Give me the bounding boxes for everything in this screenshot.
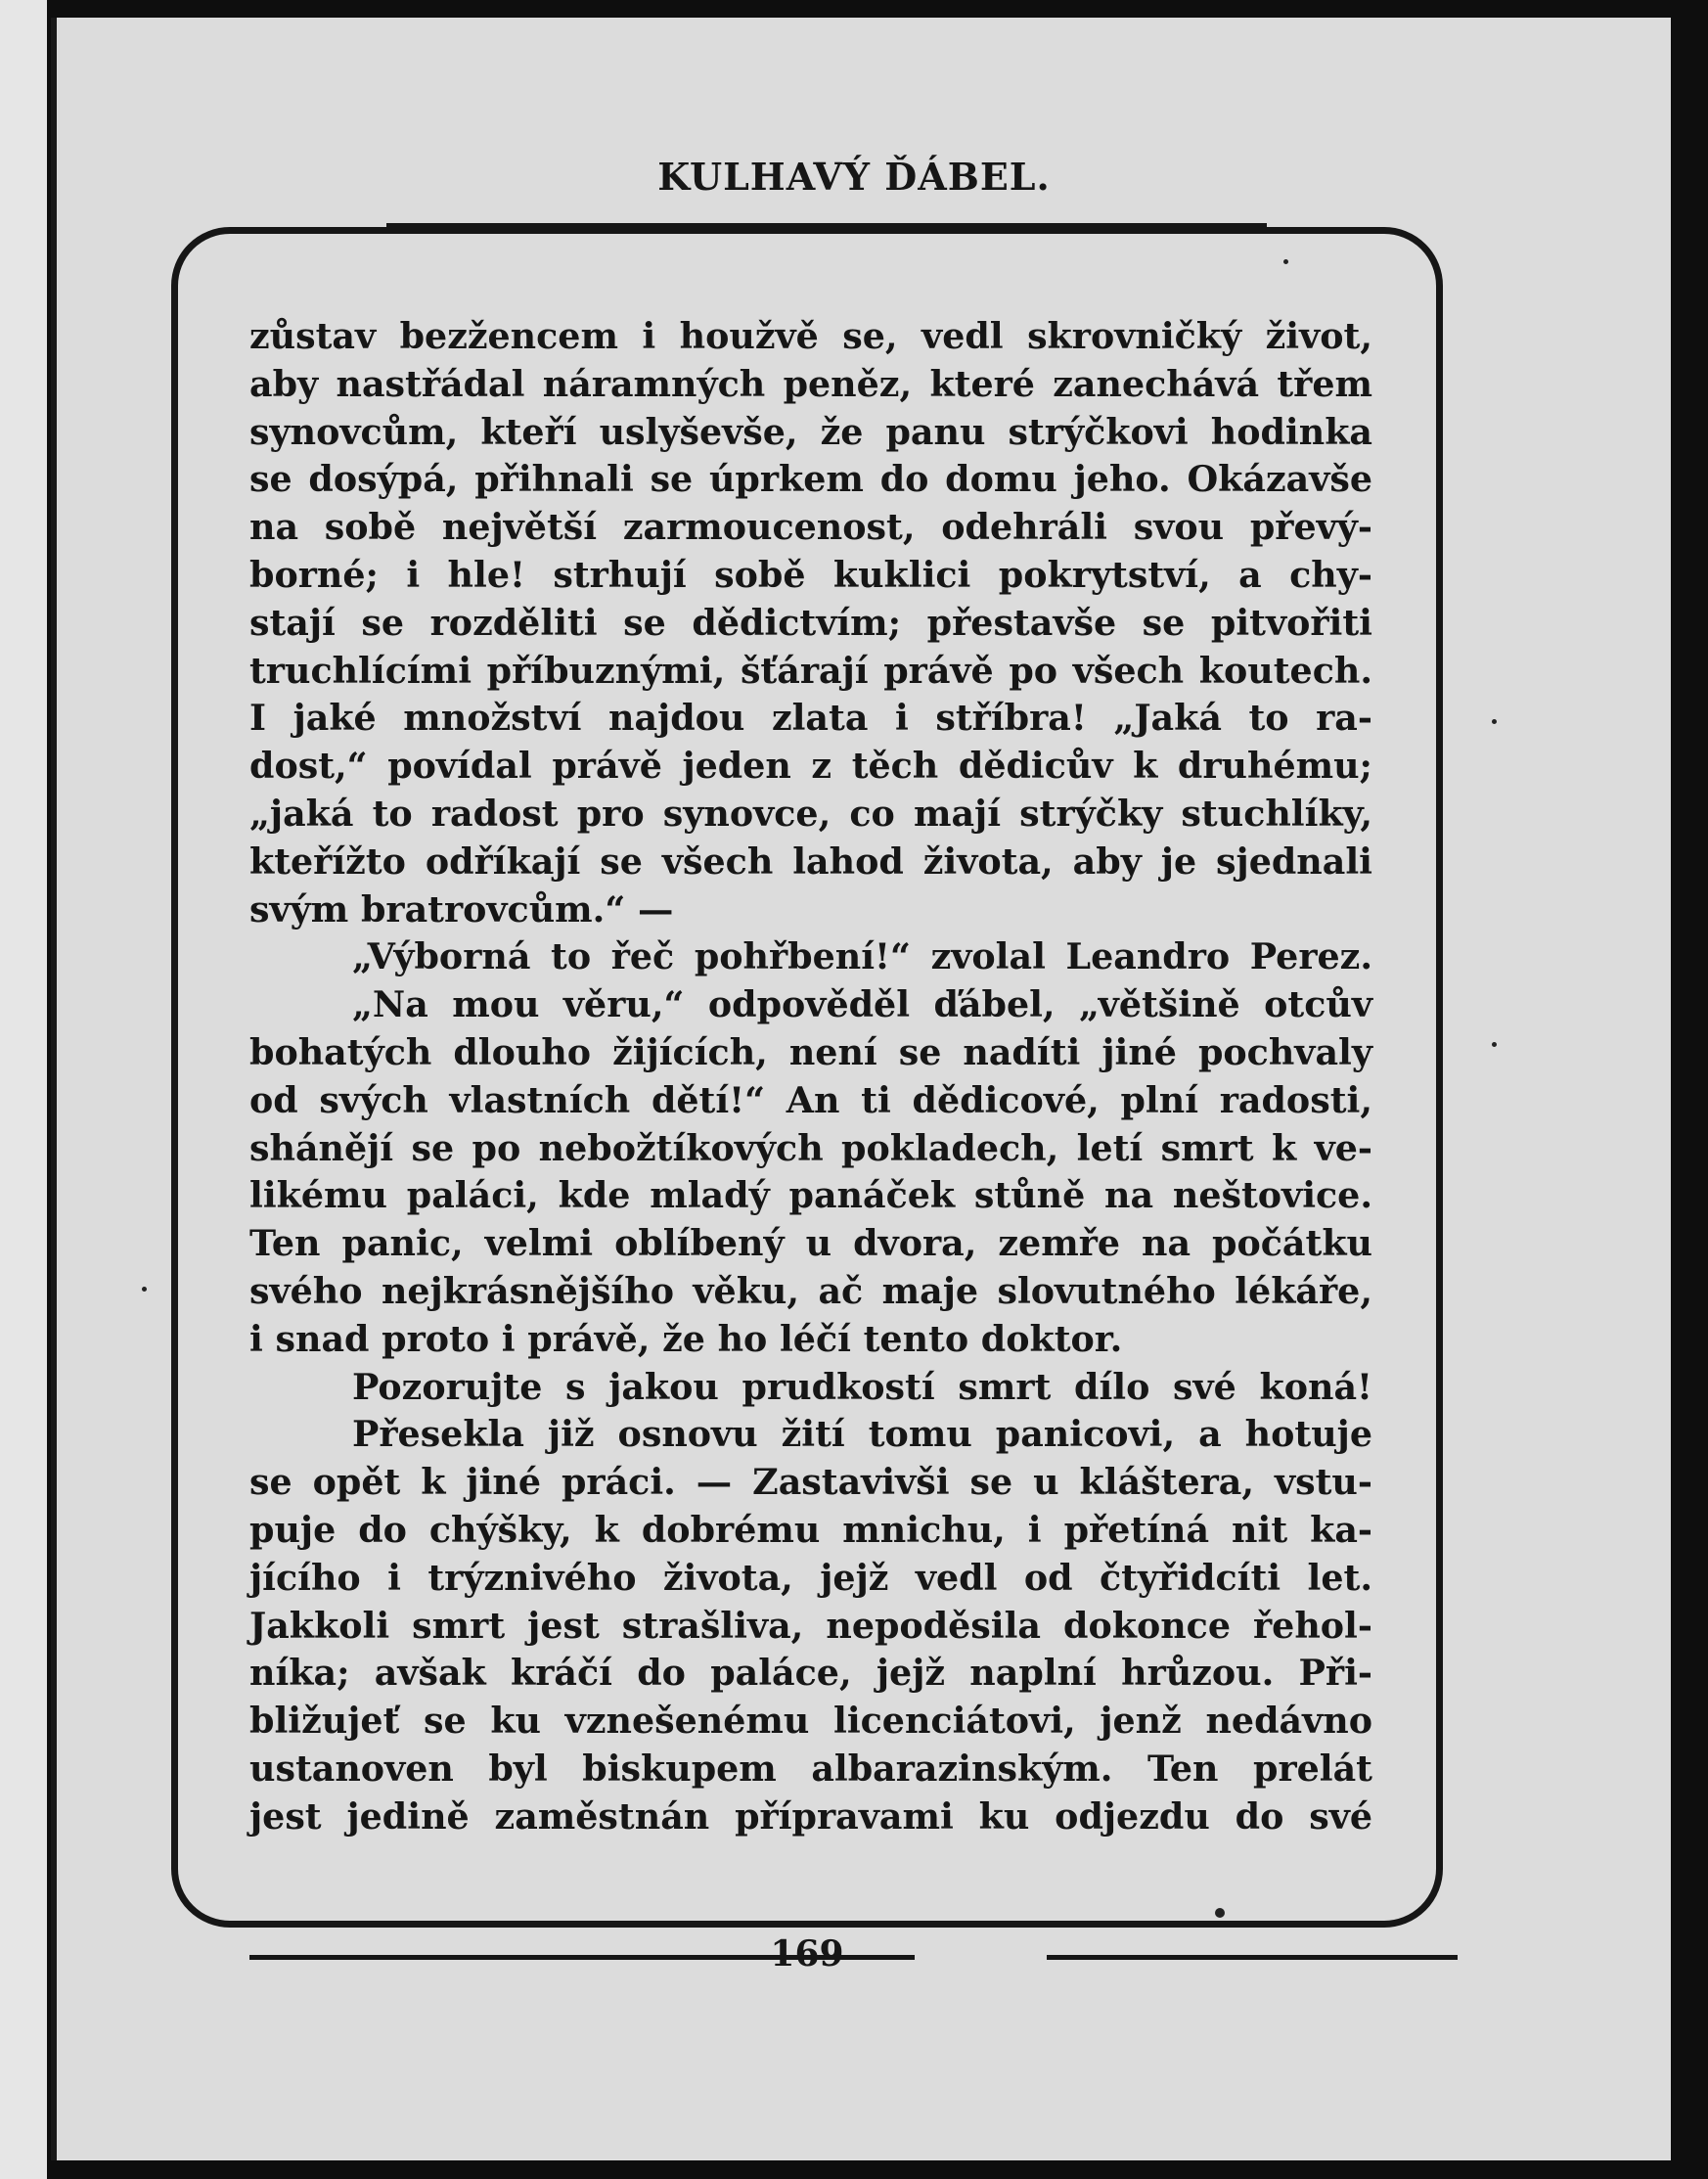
running-head: KULHAVÝ ĎÁBEL. [657,155,1051,199]
text-line: níka; avšak kráčí do paláce, jejž naplní hrůzou. Při- [249,1652,1372,1695]
text-line: svého nejkrásnějšího věku, ač maje slovutného lékáře, [249,1269,1372,1312]
ink-speck [1283,259,1288,264]
text-line: dost,“ povídal právě jeden z těch dědicův k druhému; [249,745,1372,788]
ink-speck [1215,1908,1225,1918]
body-text [249,313,1372,1841]
text-line: bližujeť se ku vznešenému licenciátovi, jenž nedávno [249,1700,1372,1743]
text-line: se opět k jiné práci. — Zastavivši se u kláštera, vstu- [249,1461,1372,1504]
text-line: „Na mou věru,“ odpověděl ďábel, „většině otcův [352,983,1372,1026]
text-line: se dosýpá, přihnali se úprkem do domu jeho. Okázavše [249,458,1372,501]
text-line: synovcům, kteří uslyševše, že panu strýčkovi hodinka [249,410,1372,453]
text-line: aby nastřádal náramných peněz, které zanechává třem [249,362,1372,405]
text-line: kteřížto odříkají se všech lahod života, aby je sjednali [249,840,1372,883]
text-line: shánějí se po nebožtíkových pokladech, letí smrt k ve- [249,1126,1372,1169]
facing-page-edge [0,0,47,2179]
folio-area [171,1933,1443,1976]
ink-speck [1492,719,1497,724]
text-line: na sobě největší zarmoucenost, odehráli svou převý- [249,506,1372,549]
text-line: „jaká to radost pro synovce, co mají strýčky stuchlíky, [249,792,1372,835]
text-line: jícího i trýznivého života, jejž vedl od čtyřidcíti let. [249,1556,1372,1599]
text-line: Jakkoli smrt jest strašliva, nepoděsila dokonce řehol- [249,1604,1372,1647]
text-line: stají se rozděliti se dědictvím; přestavše se pitvořiti [249,601,1372,644]
text-line: i snad proto i právě, že ho léčí tento doktor. [249,1317,1123,1360]
text-line: ustanoven byl biskupem albarazinským. Ten prelát [249,1747,1372,1790]
text-line: borné; i hle! strhují sobě kuklici pokrytství, a chy- [249,553,1372,596]
ink-speck [142,1287,147,1292]
text-line: Ten panic, velmi oblíbený u dvora, zemře na počátku [249,1222,1372,1265]
text-line: I jaké množství najdou zlata i stříbra! „Jaká to ra- [249,697,1372,740]
text-line: jest jedině zaměstnán přípravami ku odjezdu do své [249,1794,1372,1838]
text-line: puje do chýšky, k dobrému mnichu, i přetíná nit ka- [249,1508,1372,1551]
text-line: Pozorujte s jakou prudkostí smrt dílo své koná! [352,1365,1372,1408]
folio-rule-right [1047,1955,1458,1960]
text-line: zůstav bezžencem i houžvě se, vedl skrovničký život, [249,315,1372,357]
text-line: „Výborná to řeč pohřbení!“ zvolal Leandro Perez. [352,935,1372,978]
ink-speck [1492,1042,1497,1047]
page-number: 169 [770,1933,844,1975]
text-line: likému paláci, kde mladý panáček stůně na neštovice. [249,1174,1372,1217]
text-line: svým bratrovcům.“ — [249,887,674,931]
text-line: Přesekla již osnovu žití tomu panicovi, a hotuje [352,1413,1372,1456]
text-line: od svých vlastních dětí!“ An ti dědicové, plní radosti, [249,1078,1372,1121]
text-line: truchlícími příbuznými, šťárají právě po všech koutech. [249,649,1372,692]
text-line: bohatých dlouho žijících, není se nadíti jiné pochvaly [249,1030,1372,1073]
